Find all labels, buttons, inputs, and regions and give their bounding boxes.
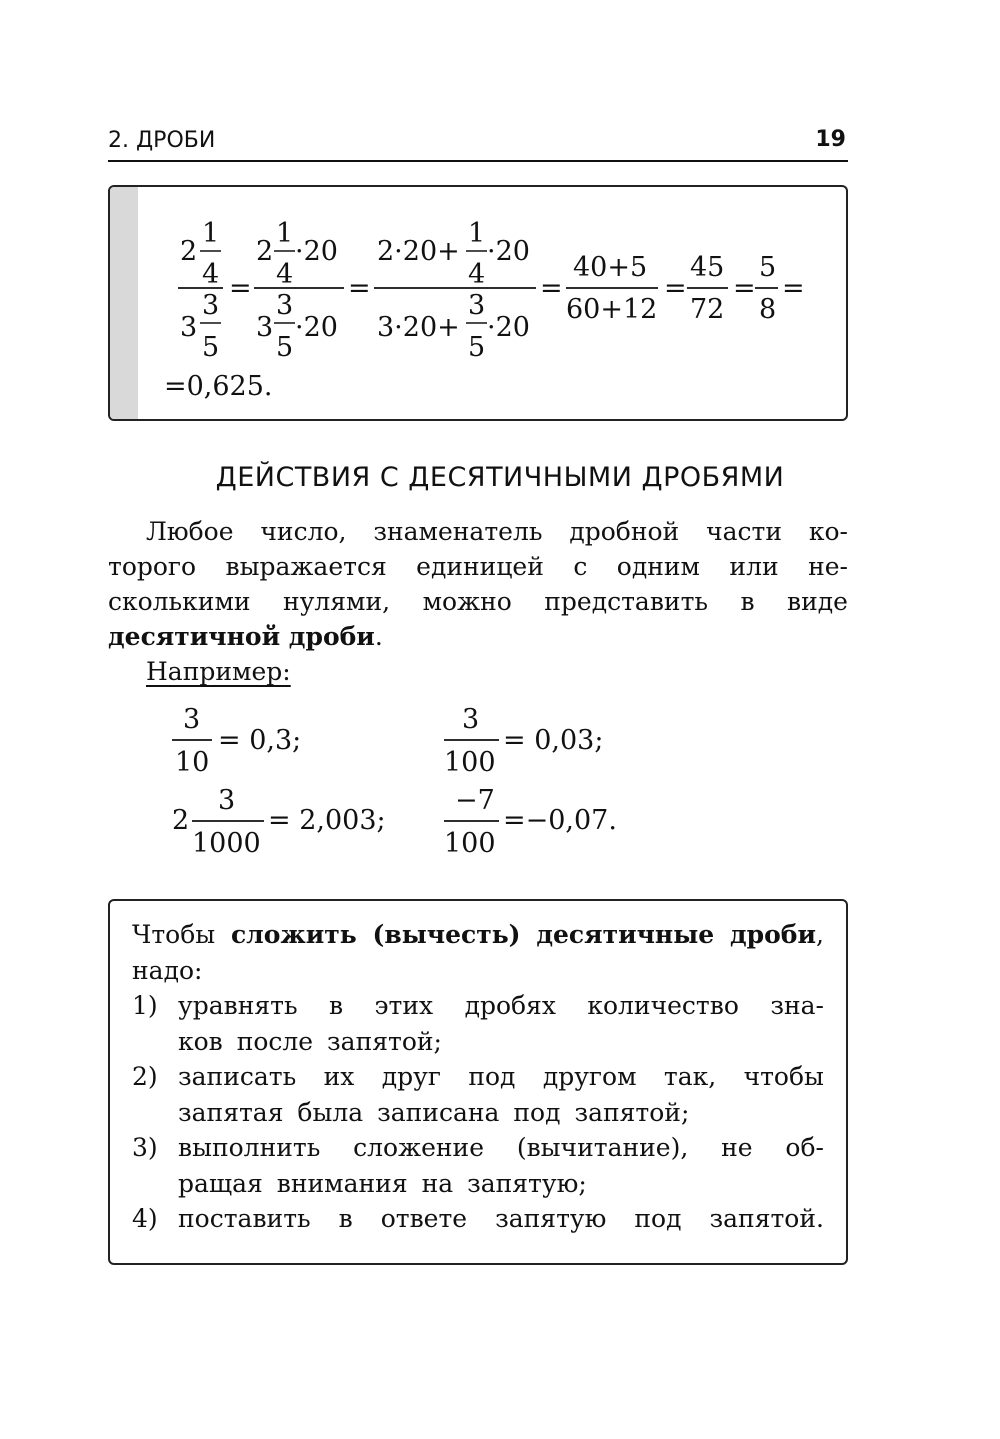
- word: торого: [108, 552, 197, 581]
- word: в: [329, 991, 344, 1020]
- word: одним: [616, 552, 700, 581]
- word: выполнить: [178, 1133, 321, 1162]
- word: другом: [542, 1062, 637, 1091]
- item-line: ков после запятой;: [178, 1026, 442, 1056]
- word: (вычитание),: [516, 1133, 689, 1162]
- f-num: 3: [276, 290, 294, 321]
- ex-den: 100: [444, 828, 496, 859]
- bold-word: (вычесть): [372, 920, 521, 949]
- punctuation: ,: [816, 920, 824, 949]
- word: под: [468, 1062, 516, 1091]
- bold-word: десятичные: [536, 920, 715, 949]
- word: под: [634, 1204, 682, 1233]
- equals-sign: =: [540, 273, 563, 304]
- bold-term: десятичной дроби: [108, 622, 375, 651]
- word: нулями,: [283, 587, 391, 616]
- word: или: [729, 552, 779, 581]
- word: зна-: [770, 991, 824, 1020]
- word: об-: [785, 1133, 824, 1162]
- rule-item: [132, 1059, 824, 1130]
- ex-num: 3: [462, 704, 480, 735]
- equals-sign: =: [733, 273, 756, 304]
- f-den: 5: [202, 332, 220, 363]
- ex-result: = 0,03;: [503, 725, 604, 756]
- ex-result: = 0,3;: [218, 725, 302, 756]
- equals-sign: =: [782, 273, 805, 304]
- word: запятую: [495, 1204, 607, 1233]
- f-mult: ·20: [295, 236, 338, 267]
- equals-sign: =: [664, 273, 687, 304]
- ex-whole: 2: [172, 805, 190, 836]
- f-den: 4: [468, 259, 486, 290]
- f-den: 5: [276, 332, 294, 363]
- word: Любое: [146, 517, 234, 546]
- ex-num: 3: [183, 704, 201, 735]
- equals-sign: =: [348, 273, 371, 304]
- item-line: [178, 1130, 824, 1166]
- word: выражается: [225, 552, 387, 581]
- ex-num: 3: [218, 785, 236, 816]
- word: число,: [260, 517, 347, 546]
- page-number: 19: [815, 127, 846, 152]
- ex-result: =−0,07.: [503, 805, 617, 836]
- word: чтобы: [743, 1062, 824, 1091]
- word: сколькими: [108, 587, 251, 616]
- ex-result: = 2,003;: [268, 805, 386, 836]
- word: поставить: [178, 1204, 311, 1233]
- word: не-: [808, 552, 848, 581]
- word: этих: [374, 991, 434, 1020]
- word: записать: [178, 1062, 297, 1091]
- item-number: 1): [132, 991, 158, 1020]
- item-number: 2): [132, 1062, 158, 1091]
- word: друг: [381, 1062, 441, 1091]
- word: ко-: [808, 517, 848, 546]
- f-mult: ·20: [295, 312, 338, 343]
- f-whole: 3: [180, 312, 198, 343]
- word: знаменатель: [373, 517, 543, 546]
- item-line: [178, 1059, 824, 1095]
- rule-box: [108, 899, 848, 1265]
- word: ответе: [380, 1204, 468, 1233]
- f-den: 4: [276, 259, 294, 290]
- f-den: 5: [468, 332, 486, 363]
- word: с: [573, 552, 588, 581]
- word: виде: [787, 587, 848, 616]
- f-den: 4: [202, 259, 220, 290]
- f-part: 3·20+: [377, 312, 460, 343]
- f-whole: 2: [256, 236, 274, 267]
- word: не: [721, 1133, 753, 1162]
- f-num: 1: [468, 218, 486, 249]
- item-line: запятая была записана под запятой;: [178, 1097, 690, 1127]
- word: в: [338, 1204, 353, 1233]
- item-line: ращая внимания на запятую;: [178, 1168, 587, 1198]
- bold-word: сложить: [230, 920, 357, 949]
- f-mult: ·20: [487, 236, 530, 267]
- example-label: Например:: [146, 657, 291, 686]
- word: сложение: [353, 1133, 485, 1162]
- chapter-title: 2. ДРОБИ: [108, 128, 216, 153]
- word: так,: [663, 1062, 717, 1091]
- f-num: 40+5: [573, 252, 648, 283]
- section-title: ДЕЙСТВИЯ С ДЕСЯТИЧНЫМИ ДРОБЯМИ: [215, 462, 785, 493]
- item-line: [178, 988, 824, 1024]
- word: единицей: [416, 552, 544, 581]
- ex-num: −7: [455, 785, 495, 816]
- word: в: [740, 587, 755, 616]
- f-whole: 3: [256, 312, 274, 343]
- word: их: [323, 1062, 355, 1091]
- f-num: 45: [690, 252, 725, 283]
- item-number: 4): [132, 1204, 158, 1233]
- f-num: 3: [468, 290, 486, 321]
- rule-item: [132, 1201, 824, 1237]
- word: запятой.: [709, 1204, 824, 1233]
- word: уравнять: [178, 991, 298, 1020]
- f-num: 1: [276, 218, 294, 249]
- rule-intro-line: [132, 917, 824, 953]
- bold-word: дроби: [729, 920, 817, 949]
- ex-den: 10: [175, 747, 210, 778]
- word: дробной: [569, 517, 680, 546]
- f-whole: 2: [180, 236, 198, 267]
- equals-sign: =: [229, 273, 252, 304]
- f-num: 5: [759, 252, 777, 283]
- f-part: 2·20+: [377, 236, 460, 267]
- item-line: [178, 1201, 824, 1237]
- ex-den: 1000: [192, 828, 261, 859]
- rule-item: [132, 988, 824, 1059]
- formula-result: =0,625.: [164, 371, 273, 402]
- word: можно: [422, 587, 512, 616]
- word: части: [706, 517, 783, 546]
- word: Чтобы: [132, 920, 216, 949]
- rule-item: [132, 1130, 824, 1201]
- punctuation: .: [374, 622, 383, 651]
- f-den: 60+12: [566, 294, 658, 325]
- item-number: 3): [132, 1133, 158, 1162]
- f-mult: ·20: [487, 312, 530, 343]
- f-den: 72: [690, 294, 725, 325]
- word: представить: [544, 587, 709, 616]
- f-den: 8: [759, 294, 777, 325]
- ex-den: 100: [444, 747, 496, 778]
- f-num: 1: [202, 218, 220, 249]
- rule-nado: надо:: [132, 955, 203, 985]
- f-num: 3: [202, 290, 220, 321]
- word: количество: [587, 991, 739, 1020]
- word: дробях: [464, 991, 556, 1020]
